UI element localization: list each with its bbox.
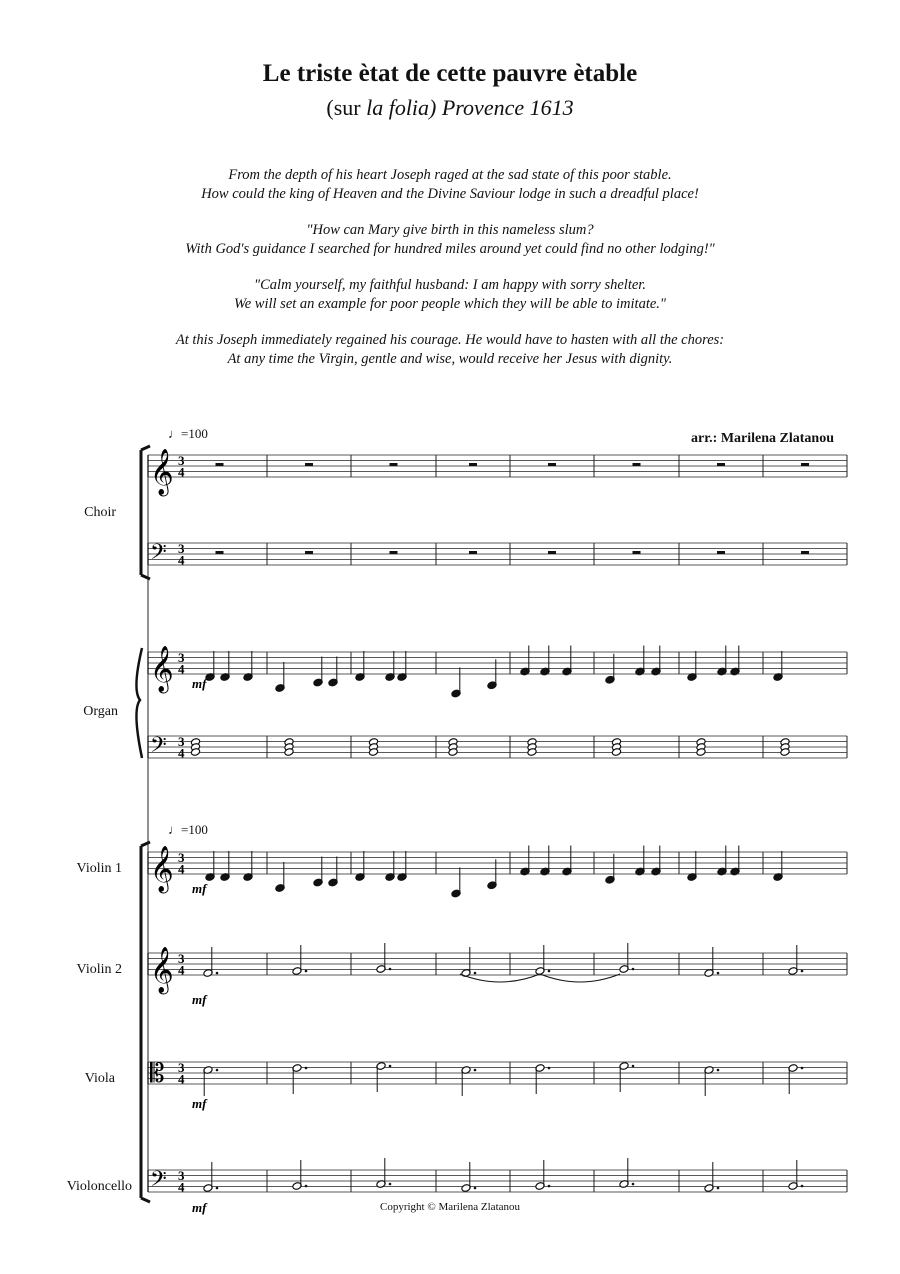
organ-treble-clef: 𝄞: [150, 646, 174, 692]
dot: [389, 968, 392, 971]
bar-rest: [390, 551, 398, 554]
verse-1: From the depth of his heart Joseph raged at the sad state of this poor stable. How could the king of Heaven and the Divine Saviour lodge in such a dreadful place!: [201, 167, 699, 202]
dot: [305, 1185, 308, 1188]
dot: [389, 1183, 392, 1186]
time-sig-top: 3: [178, 1060, 185, 1075]
choir-bass-clef: 𝄢: [150, 540, 167, 570]
verse-3: "Calm yourself, my faithful husband: I am happy with sorry shelter. We will set an example for poor people which they will be able to imitate.": [233, 277, 667, 312]
dot: [801, 1067, 804, 1070]
dot: [474, 1187, 477, 1190]
copyright-notice: Copyright © Marilena Zlatanou: [379, 1201, 521, 1213]
organ-brace: [136, 648, 142, 758]
tempo-marking-strings: ♩=100: [168, 822, 208, 837]
bar-rest: [469, 463, 477, 466]
violin2-clef: 𝄞: [150, 947, 174, 993]
dot: [389, 1065, 392, 1068]
dot: [717, 1069, 720, 1072]
dynamic-mf: mf: [192, 1200, 207, 1215]
bar-rest: [305, 551, 313, 554]
time-sig-top: 3: [178, 650, 185, 665]
time-sig-bottom: 4: [178, 745, 185, 761]
dot: [632, 1065, 635, 1068]
label-choir: Choir: [84, 505, 116, 520]
piece-title: Le triste ètat de cette pauvre ètable: [262, 60, 638, 87]
piece-subtitle: (sur la folia) Provence 1613: [326, 95, 574, 120]
dot: [632, 1183, 635, 1186]
violin1-clef: 𝄞: [150, 846, 174, 892]
dot: [801, 1185, 804, 1188]
bar-rest: [801, 551, 809, 554]
label-viola: Viola: [84, 1071, 115, 1086]
bar-rest: [717, 463, 725, 466]
verse-2: "How can Mary give birth in this nameless slum? With God's guidance I searched for hundred miles around yet could find no other lodging!": [185, 222, 715, 257]
dynamic-mf: mf: [192, 1096, 207, 1111]
bar-rest: [633, 551, 641, 554]
bar-rest: [216, 463, 224, 466]
subtitle-sur: sur: [333, 95, 361, 120]
time-sig-bottom: 4: [178, 861, 185, 877]
arranger-credit: arr.: Marilena Zlatanou: [691, 431, 834, 446]
bar-rest: [717, 551, 725, 554]
bar-rest: [305, 463, 313, 466]
bar-rest: [633, 463, 641, 466]
time-sig-bottom: 4: [178, 552, 185, 568]
choir-treble-clef: 𝄞: [150, 449, 174, 495]
time-sig-top: 3: [178, 850, 185, 865]
dot: [474, 972, 477, 975]
dot: [216, 1069, 219, 1072]
time-sig-bottom: 4: [178, 1179, 185, 1195]
dot: [548, 1067, 551, 1070]
time-sig-bottom: 4: [178, 661, 185, 677]
dot: [216, 1187, 219, 1190]
bar-rest: [548, 463, 556, 466]
dot: [632, 968, 635, 971]
dynamic-mf: mf: [192, 676, 207, 691]
subtitle-rest: la folia) Provence 1613: [360, 95, 574, 120]
verse-4: At this Joseph immediately regained his courage. He would have to hasten with all the chores: At any time the Virgin, gentle and wise, would receive her Jesus with dignity.: [175, 332, 725, 367]
time-sig-bottom: 4: [178, 464, 185, 480]
bar-rest: [801, 463, 809, 466]
strings-bracket: [141, 842, 150, 1202]
time-sig-top: 3: [178, 734, 185, 749]
label-organ: Organ: [83, 704, 118, 719]
dot: [216, 972, 219, 975]
organ-bass-clef: 𝄢: [150, 733, 167, 763]
bar-rest: [469, 551, 477, 554]
viola-clef: 𝄡: [150, 1059, 165, 1089]
label-violin1: Violin 1: [76, 861, 122, 876]
dynamic-mf: mf: [192, 992, 207, 1007]
dot: [474, 1069, 477, 1072]
dot: [717, 1187, 720, 1190]
time-sig-top: 3: [178, 541, 185, 556]
label-cello: Violoncello: [66, 1179, 132, 1194]
dot: [548, 1185, 551, 1188]
time-sig-top: 3: [178, 453, 185, 468]
time-sig-bottom: 4: [178, 962, 185, 978]
dot: [717, 972, 720, 975]
time-sig-top: 3: [178, 951, 185, 966]
dot: [305, 1067, 308, 1070]
cello-clef: 𝄢: [150, 1167, 167, 1197]
dot: [305, 970, 308, 973]
tempo-marking-choir: ♩=100: [168, 426, 208, 441]
dot: [801, 970, 804, 973]
label-violin2: Violin 2: [76, 962, 122, 977]
bar-rest: [216, 551, 224, 554]
time-sig-top: 3: [178, 1168, 185, 1183]
dot: [548, 970, 551, 973]
bar-rest: [548, 551, 556, 554]
bar-rest: [390, 463, 398, 466]
dynamic-mf: mf: [192, 881, 207, 896]
time-sig-bottom: 4: [178, 1071, 185, 1087]
